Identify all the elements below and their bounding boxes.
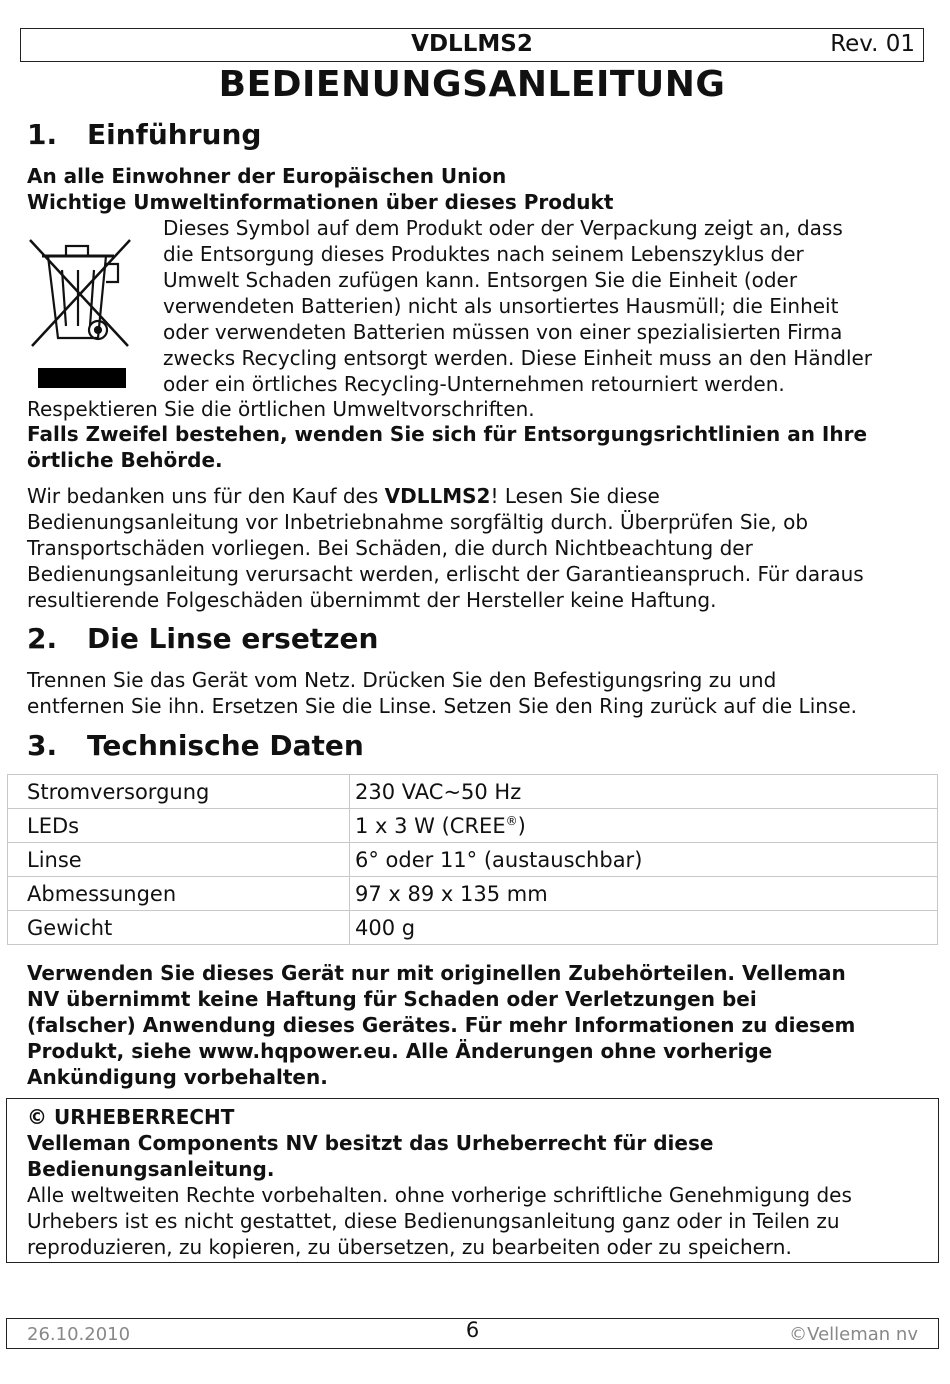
section-1-heading	[27, 118, 261, 151]
spec-label: LEDs	[8, 809, 350, 843]
copyright-heading: © URHEBERRECHT	[27, 1105, 235, 1129]
text-line: Transportschäden vorliegen. Bei Schäden, die durch Nichtbeachtung der	[27, 536, 753, 560]
doubt-line-2: örtliche Behörde.	[27, 448, 223, 472]
text-line: Velleman Components NV besitzt das Urheberrecht für diese	[27, 1131, 714, 1155]
text-line: oder ein örtliches Recycling-Unternehmen retourniert werden.	[163, 372, 785, 396]
thanks-pre: Wir bedanken uns für den Kauf des	[27, 484, 385, 508]
env-tail: Respektieren Sie die örtlichen Umweltvorschriften.	[27, 397, 535, 421]
registered-mark: ®	[505, 813, 518, 828]
footer-date: 26.10.2010	[27, 1324, 131, 1345]
footer-brand: ©Velleman nv	[789, 1324, 918, 1345]
header-model: VDLLMS2	[411, 31, 533, 57]
text-line: oder verwendeten Batterien müssen von einer spezialisierten Firma	[163, 320, 843, 344]
text-line: resultierende Folgeschäden übernimmt der Hersteller keine Haftung.	[27, 588, 717, 612]
table-row	[8, 911, 938, 945]
thanks-post: ! Lesen Sie diese	[490, 484, 660, 508]
text-line	[27, 483, 864, 509]
spec-value: 400 g	[350, 911, 938, 945]
spec-label: Stromversorgung	[8, 775, 350, 809]
thanks-paragraph	[27, 483, 864, 613]
text-line: Trennen Sie das Gerät vom Netz. Drücken Sie den Befestigungsring zu und	[27, 668, 777, 692]
text-line: verwendeten Batterien) nicht als unsortiertes Hausmüll; die Einheit	[163, 294, 839, 318]
copyright-box	[6, 1098, 939, 1263]
header-bar	[20, 28, 924, 62]
section-number: 1.	[27, 118, 58, 151]
section-number: 3.	[27, 729, 58, 762]
text-line: die Entsorgung dieses Produktes nach seinem Lebenszyklus der	[163, 242, 804, 266]
spec-value: 1 x 3 W (CREE	[355, 813, 506, 838]
section-title: Die Linse ersetzen	[87, 622, 379, 655]
text-line: reproduzieren, zu kopieren, zu übersetzen, zu bearbeiten oder zu speichern.	[27, 1235, 792, 1259]
spec-table	[7, 774, 938, 945]
spec-value: 230 VAC~50 Hz	[350, 775, 938, 809]
text-line: entfernen Sie ihn. Ersetzen Sie die Linse. Setzen Sie den Ring zurück auf die Linse.	[27, 694, 858, 718]
copyright-text	[27, 1104, 852, 1260]
text-line: Bedienungsanleitung verursacht werden, erlischt der Garantieanspruch. Für daraus	[27, 562, 864, 586]
spec-label: Abmessungen	[8, 877, 350, 911]
section-number: 2.	[27, 622, 58, 655]
text-line: Alle weltweiten Rechte vorbehalten. ohne vorherige schriftliche Genehmigung des	[27, 1183, 852, 1207]
spec-value-suffix: )	[517, 813, 526, 838]
table-row	[8, 775, 938, 809]
page-number: 6	[465, 1318, 480, 1342]
env-paragraph	[163, 215, 872, 397]
text-line: Urhebers ist es nicht gestattet, diese Bedienungsanleitung ganz oder in Teilen zu	[27, 1209, 840, 1233]
document-title: BEDIENUNGSANLEITUNG	[218, 64, 726, 105]
eu-lead: An alle Einwohner der Europäischen Union	[27, 164, 507, 188]
env-info-lead: Wichtige Umweltinformationen über dieses Produkt	[27, 190, 614, 214]
text-line: Umwelt Schaden zufügen kann. Entsorgen Sie die Einheit (oder	[163, 268, 798, 292]
spec-value: 6° oder 11° (austauschbar)	[350, 843, 938, 877]
weee-bin-icon	[26, 230, 138, 392]
section-title: Einführung	[87, 118, 262, 151]
section-2-heading	[27, 622, 378, 655]
text-line: (falscher) Anwendung dieses Gerätes. Für mehr Informationen zu diesem	[27, 1013, 856, 1037]
text-line: Bedienungsanleitung vor Inbetriebnahme sorgfältig durch. Überprüfen Sie, ob	[27, 510, 809, 534]
header-revision: Rev. 01	[830, 31, 915, 57]
text-line: Ankündigung vorbehalten.	[27, 1065, 328, 1089]
doubt-line-1: Falls Zweifel bestehen, wenden Sie sich für Entsorgungsrichtlinien an Ihre	[27, 422, 868, 446]
spec-label: Gewicht	[8, 911, 350, 945]
text-line: NV übernimmt keine Haftung für Schaden oder Verletzungen bei	[27, 987, 757, 1011]
text-line: Produkt, siehe www.hqpower.eu. Alle Änderungen ohne vorherige	[27, 1039, 773, 1063]
spec-value: 97 x 89 x 135 mm	[350, 877, 938, 911]
spec-value-cell	[350, 809, 938, 843]
text-line: Bedienungsanleitung.	[27, 1157, 275, 1181]
table-row	[8, 809, 938, 843]
footer-bar	[6, 1318, 939, 1349]
table-row	[8, 877, 938, 911]
spec-label: Linse	[8, 843, 350, 877]
section-title: Technische Daten	[87, 729, 364, 762]
section-3-heading	[27, 729, 364, 762]
thanks-model: VDLLMS2	[384, 484, 491, 508]
lens-paragraph	[27, 667, 857, 719]
disclaimer	[27, 960, 855, 1090]
text-line: zwecks Recycling entsorgt werden. Diese Einheit muss an den Händler	[163, 346, 873, 370]
table-row	[8, 843, 938, 877]
text-line: Verwenden Sie dieses Gerät nur mit originellen Zubehörteilen. Velleman	[27, 961, 846, 985]
text-line: Dieses Symbol auf dem Produkt oder der Verpackung zeigt an, dass	[163, 216, 843, 240]
